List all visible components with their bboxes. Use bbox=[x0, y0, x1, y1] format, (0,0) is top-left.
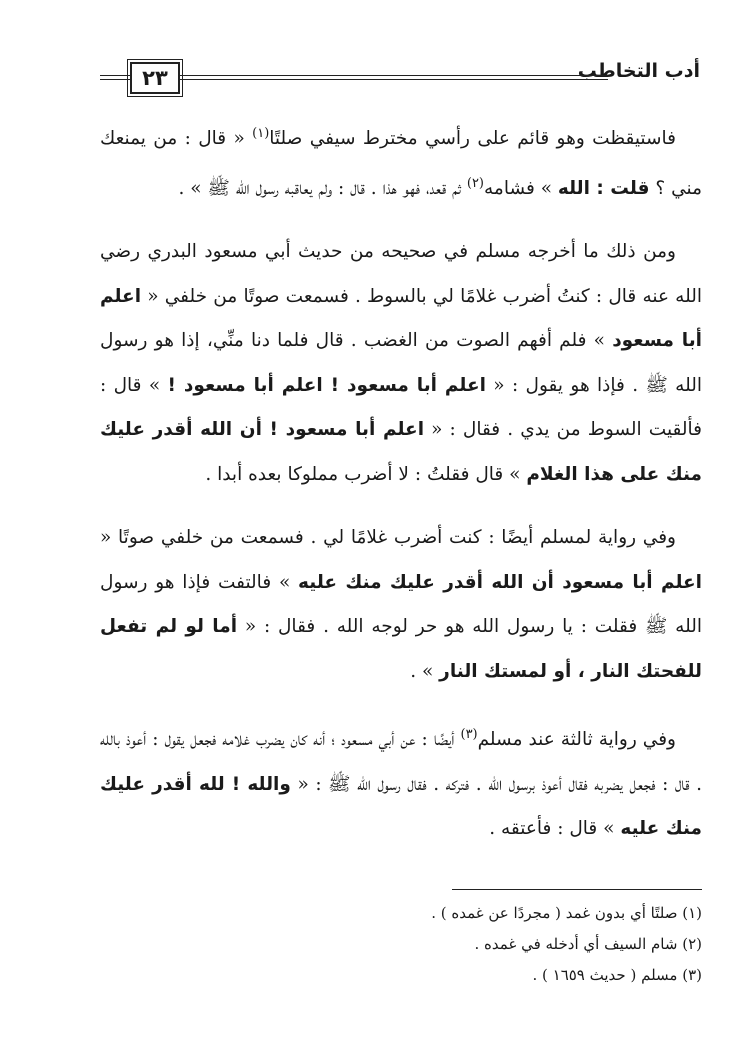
footnote: (١) صلتًا أي بدون غمد ( مجردًا عن غمده ) . bbox=[431, 904, 702, 922]
page-header bbox=[100, 60, 700, 96]
text-run: » . bbox=[410, 660, 440, 682]
page-number: ٢٣ bbox=[130, 62, 180, 94]
paragraph bbox=[100, 713, 702, 852]
text-run: » قال فقلتُ : لا أضرب مملوكا بعده أبدا . bbox=[205, 463, 527, 485]
header-divider-left bbox=[100, 75, 130, 80]
text-run: أيضًا : عن أبي مسعود ؛ أنه كان يضرب غلامه فجعل يقول : أعوذ بالله . قال : فجعل يضربه فقال أعوذ برسول الله . فتركه . فقال رسول الله ﷺ : « bbox=[100, 729, 703, 795]
text-run: ثم قعد، فهو هذا . قال : ولم يعاقبه رسول الله ﷺ » . bbox=[178, 177, 467, 199]
footnote: (٢) شام السيف أي أدخله في غمده . bbox=[474, 935, 702, 953]
footnote-ref: (٢) bbox=[466, 175, 484, 191]
footnote-divider bbox=[452, 889, 702, 890]
text-run: وفي رواية لمسلم أيضًا : كنت أضرب غلامًا لي . فسمعت من خلفي صوتًا « bbox=[100, 527, 676, 549]
text-run: « قال : من يمنعك مني ؟ bbox=[100, 128, 702, 199]
hadith-quote: والله ! لله أقدر عليك منك عليه bbox=[100, 773, 702, 840]
footnotes bbox=[102, 898, 702, 991]
text-run: فاستيقظت وهو قائم على رأسي مخترط سيفي صلتًا bbox=[269, 128, 676, 150]
text-run: » فلم أفهم الصوت من الغضب . قال فلما دنا منِّي، إذا هو رسول الله ﷺ . فإذا هو يقول : « bbox=[100, 330, 702, 396]
text-run: » قال : فألقيت السوط من يدي . فقال : « bbox=[100, 374, 702, 441]
paragraph bbox=[100, 516, 702, 694]
footnote-ref: (١) bbox=[252, 126, 270, 141]
main-text bbox=[100, 112, 702, 871]
text-run: » فشامه bbox=[484, 177, 558, 199]
footnote: (٣) مسلم ( حديث ١٦٥٩ ) . bbox=[532, 966, 702, 984]
paragraph bbox=[100, 112, 702, 211]
footnote-ref: (٣) bbox=[460, 727, 478, 743]
hadith-quote: اعلم أبا مسعود bbox=[100, 285, 702, 352]
running-title: أدب التخاطب bbox=[577, 60, 700, 82]
hadith-quote: أما لو لم تفعل للفحتك النار ، أو لمستك النار bbox=[100, 616, 702, 682]
header-divider bbox=[178, 75, 608, 80]
hadith-quote: اعلم أبا مسعود أن الله أقدر عليك منك عليه bbox=[298, 571, 702, 593]
text-run: ومن ذلك ما أخرجه مسلم في صحيحه من حديث أبي مسعود البدري رضي الله عنه قال : كنتُ أضرب غلامًا لي بالسوط . فسمعت صوتًا من خلفي « bbox=[100, 241, 702, 307]
hadith-quote: اعلم أبا مسعود ! اعلم أبا مسعود ! bbox=[167, 374, 486, 396]
text-run: » قال : فأعتقه . bbox=[489, 818, 621, 840]
paragraph bbox=[100, 230, 702, 497]
hadith-quote: قلت : الله bbox=[557, 177, 650, 199]
hadith-quote: اعلم أبا مسعود ! أن الله أقدر عليك منك على هذا الغلام bbox=[100, 419, 702, 485]
text-run: » فالتفت فإذا هو رسول الله ﷺ فقلت : يا رسول الله هو حر لوجه الله . فقال : « bbox=[100, 571, 703, 638]
text-run: وفي رواية ثالثة عند مسلم bbox=[477, 729, 676, 751]
